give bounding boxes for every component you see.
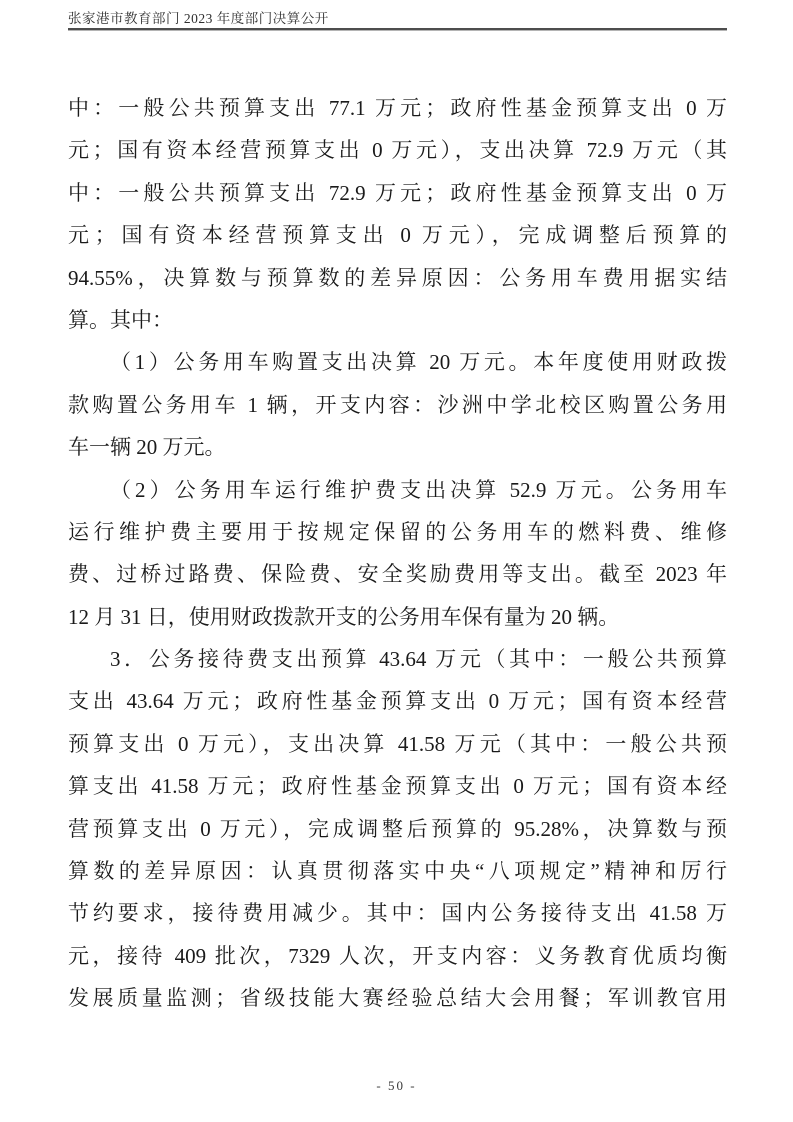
body-line: 算数的差异原因：认真贯彻落实中央“八项规定”精神和厉行 [68, 859, 727, 884]
body-line: 款购置公务用车 1 辆，开支内容：沙洲中学北校区购置公务用 [68, 392, 727, 417]
body-line: 费、过桥过路费、保险费、安全奖励费用等支出。截至 2023 年 [68, 562, 727, 587]
body-line: （1）公务用车购置支出决算 20 万元。本年度使用财政拨 [110, 350, 727, 375]
body-line: 节约要求，接待费用减少。其中：国内公务接待支出 41.58 万 [68, 901, 727, 926]
body-line: 元，接待 409 批次，7329 人次，开支内容：义务教育优质均衡 [68, 943, 727, 968]
page-header [68, 10, 727, 31]
document-body [68, 87, 727, 1020]
body-line: 中：一般公共预算支出 72.9 万元；政府性基金预算支出 0 万 [68, 180, 727, 205]
page-number: - 50 - [376, 1078, 417, 1093]
page-footer [0, 1078, 793, 1094]
body-line: 94.55%，决算数与预算数的差异原因：公务用车费用据实结 [68, 265, 727, 290]
body-line: （2）公务用车运行维护费支出决算 52.9 万元。公务用车 [110, 477, 727, 502]
body-line: 3．公务接待费支出预算 43.64 万元（其中：一般公共预算 [110, 647, 727, 672]
body-line: 发展质量监测；省级技能大赛经验总结大会用餐；军训教官用 [68, 986, 727, 1011]
body-line: 12 月 31 日，使用财政拨款开支的公务用车保有量为 20 辆。 [68, 604, 620, 629]
body-line: 运行维护费主要用于按规定保留的公务用车的燃料费、维修 [68, 519, 727, 544]
header-title: 张家港市教育部门 2023 年度部门决算公开 [68, 11, 329, 26]
body-line: 支出 43.64 万元；政府性基金预算支出 0 万元；国有资本经营 [68, 689, 727, 714]
body-line: 元；国有资本经营预算支出 0 万元），支出决算 72.9 万元（其 [68, 138, 727, 163]
body-line: 算。其中： [68, 307, 173, 332]
body-line: 车一辆 20 万元。 [68, 435, 226, 460]
header-rule [68, 28, 727, 31]
body-line: 预算支出 0 万元），支出决算 41.58 万元（其中：一般公共预 [68, 731, 727, 756]
body-line: 中：一般公共预算支出 77.1 万元；政府性基金预算支出 0 万 [68, 96, 727, 120]
body-line: 元；国有资本经营预算支出 0 万元），完成调整后预算的 [68, 223, 727, 248]
body-line: 算支出 41.58 万元；政府性基金预算支出 0 万元；国有资本经 [68, 774, 727, 799]
body-line: 营预算支出 0 万元），完成调整后预算的 95.28%，决算数与预 [68, 816, 727, 841]
